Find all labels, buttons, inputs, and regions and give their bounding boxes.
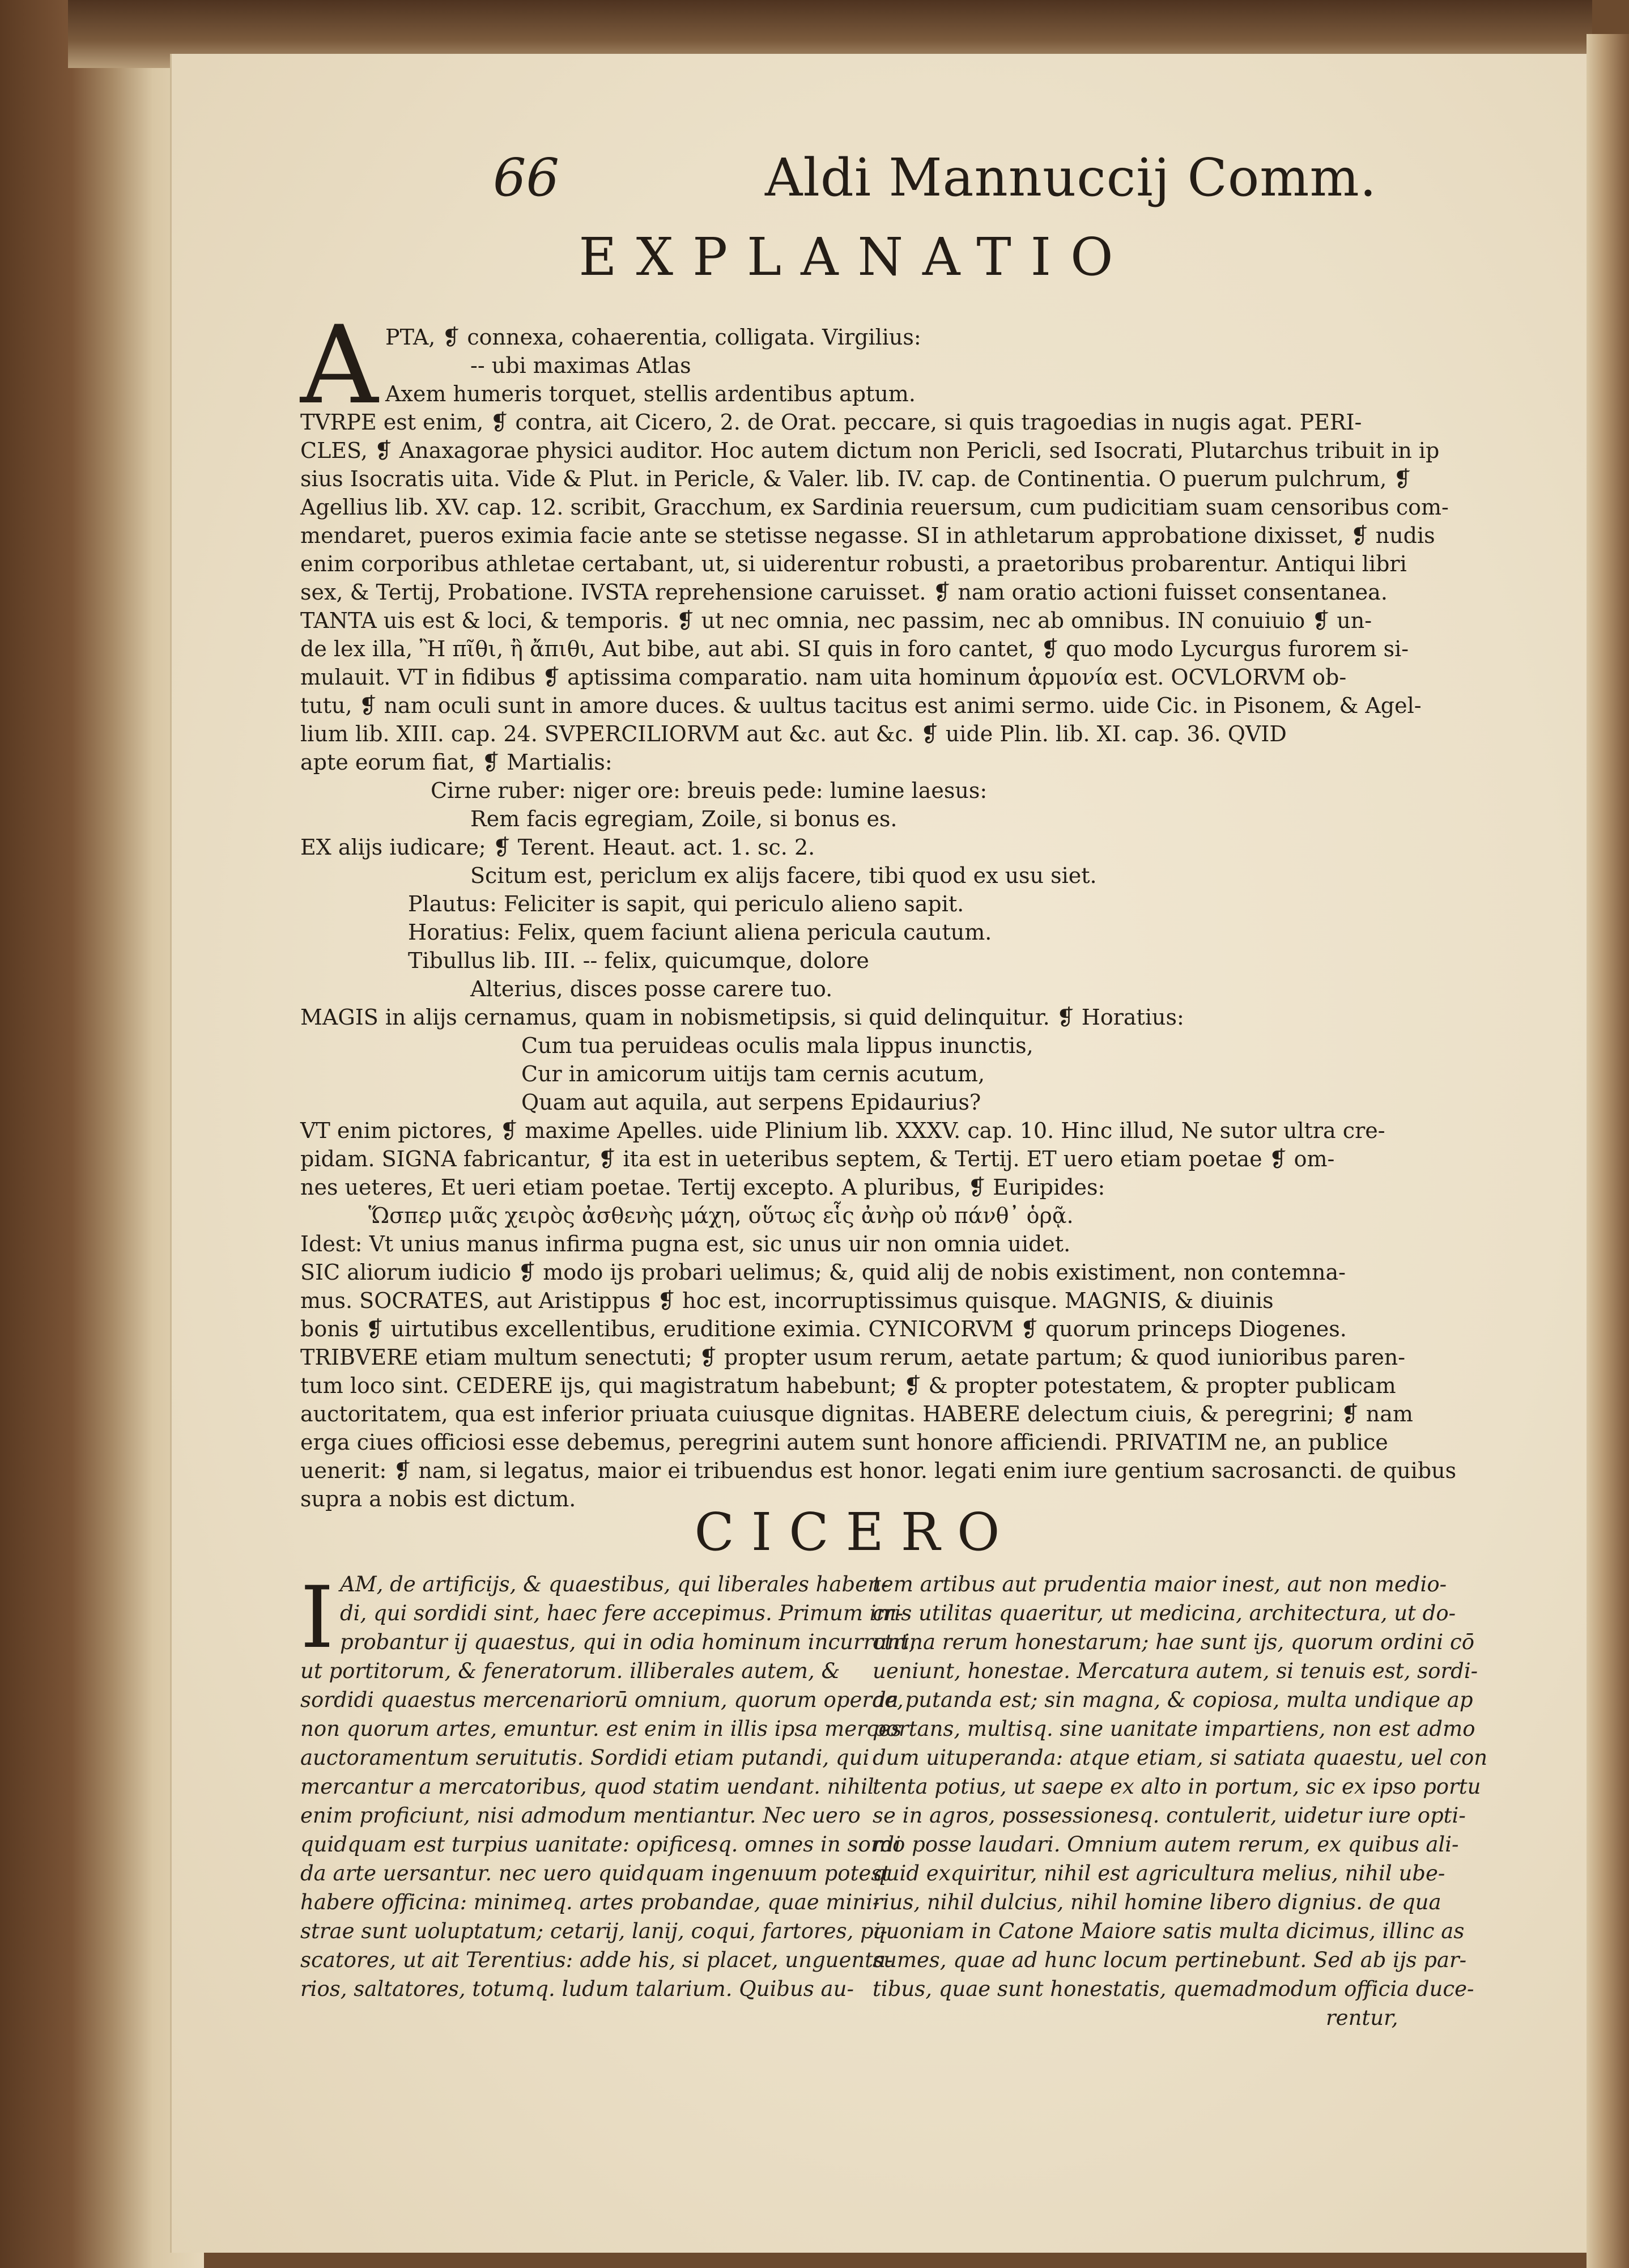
explanatio-heading: EXPLANATIO — [579, 227, 1133, 287]
text-line: quidquam est turpius uanitate: opificesq. omnes in sordi — [300, 1832, 901, 1857]
text-line: da putanda est; sin magna, & copiosa, multa undique ap — [873, 1688, 1473, 1712]
text-line: Quam aut aquila, aut serpens Epidaurius? — [521, 1090, 981, 1115]
running-header — [300, 142, 1462, 215]
page-number: 66 — [493, 147, 560, 208]
text-line: scatores, ut ait Terentius: adde his, si placet, unguenta- — [300, 1948, 893, 1972]
text-line: Cur in amicorum uitijs tam cernis acutum, — [521, 1061, 985, 1086]
running-title: Aldi Mannuccij Comm. — [765, 147, 1377, 208]
text-line: da arte uersantur. nec uero quidquam ingenuum potest — [300, 1861, 891, 1885]
cicero-right-column — [873, 1570, 1488, 2032]
drop-cap-i: I — [300, 1569, 334, 1667]
text-line: Scitum est, periclum ex alijs facere, tibi quod ex usu siet. — [470, 863, 1097, 888]
text-line: Horatius: Felix, quem faciunt aliena pericula cautum. — [408, 920, 992, 945]
text-line: AM, de artificijs, & quaestibus, qui liberales haben- — [340, 1572, 888, 1596]
cicero-left-column — [300, 1570, 916, 2003]
text-line: ueniunt, honestae. Mercatura autem, si tenuis est, sordi- — [873, 1659, 1478, 1683]
text-line: mo posse laudari. Omnium autem rerum, ex quibus ali- — [873, 1832, 1459, 1857]
text-line: se in agros, possessionesq. contulerit, uidetur iure opti- — [873, 1803, 1466, 1828]
text-line: Alterius, disces posse carere tuo. — [470, 976, 833, 1001]
text-line: sumes, quae ad hunc locum pertinebunt. Sed ab ijs par- — [873, 1948, 1467, 1972]
text-line: mus. SOCRATES, aut Aristippus ❡ hoc est, incorruptissimus quisque. MAGNIS, & diuinis — [300, 1288, 1274, 1313]
text-line: di, qui sordidi sint, haec fere accepimus. Primum im- — [340, 1601, 904, 1625]
text-line: bonis ❡ uirtutibus excellentibus, eruditione eximia. CYNICORVM ❡ quorum princeps Diogenes. — [300, 1316, 1347, 1341]
text-line: TRIBVERE etiam multum senectuti; ❡ propter usum rerum, aetate partum; & quod iunioribus paren- — [300, 1345, 1406, 1370]
text-line: tenta potius, ut saepe ex alto in portum, sic ex ipso portu — [873, 1774, 1481, 1799]
text-line: SIC aliorum iudicio ❡ modo ijs probari uelimus; &, quid alij de nobis existiment, non contemna- — [300, 1260, 1346, 1285]
text-line: CLES, ❡ Anaxagorae physici auditor. Hoc autem dictum non Pericli, sed Isocrati, Plutarchus tribuit in ip — [300, 438, 1440, 463]
text-line: dum uituperanda: atque etiam, si satiata quaestu, uel con — [873, 1745, 1488, 1770]
text-line: erga ciues officiosi esse debemus, peregrini autem sunt honore afficiendi. PRIVATIM ne, an publice — [300, 1430, 1388, 1455]
text-line: sius Isocratis uita. Vide & Plut. in Pericle, & Valer. lib. IV. cap. de Continentia. O puerum pulchrum, ❡ — [300, 466, 1412, 491]
text-line: ut portitorum, & feneratorum. illiberales autem, & — [300, 1659, 840, 1683]
text-line: Agellius lib. XV. cap. 12. scribit, Gracchum, ex Sardinia reuersum, cum pudicitiam suam censoribus com- — [300, 495, 1449, 520]
text-line: sordidi quaestus mercenariorū omnium, quorum operae, — [300, 1688, 904, 1712]
text-line: Plautus: Feliciter is sapit, qui periculo alieno sapit. — [408, 891, 964, 916]
text-line: uenerit: ❡ nam, si legatus, maior ei tribuendus est honor. legati enim iure gentium sacrosancti. de quibus — [300, 1458, 1457, 1483]
text-line: portans, multisq. sine uanitate impartiens, non est admo — [873, 1717, 1475, 1741]
text-line: VT enim pictores, ❡ maxime Apelles. uide Plinium lib. XXXV. cap. 10. Hinc illud, Ne sutor ultra cre- — [300, 1118, 1385, 1143]
text-line: mercantur a mercatoribus, quod statim uendant. nihil — [300, 1774, 874, 1799]
text-line: tutu, ❡ nam oculi sunt in amore duces. & uultus tacitus est animi sermo. uide Cic. in Pisonem, & Agel- — [300, 693, 1422, 718]
text-line: tibus, quae sunt honestatis, quemadmodum officia duce- — [873, 1977, 1474, 2001]
text-line: Rem facis egregiam, Zoile, si bonus es. — [470, 806, 898, 831]
text-line: sex, & Tertij, Probatione. IVSTA reprehensione caruisset. ❡ nam oratio actioni fuisset consentanea. — [300, 580, 1388, 605]
text-line: ctrina rerum honestarum; hae sunt ijs, quorum ordini cō — [873, 1630, 1474, 1654]
text-line: probantur ij quaestus, qui in odia hominum incurrunt, — [340, 1630, 916, 1654]
text-line: de lex illa, Ἢ πῖθι, ἢ ἄπιθι, Aut bibe, aut abi. SI quis in foro cantet, ❡ quo modo Lycurgus furorem si- — [300, 636, 1409, 661]
text-line: habere officina: minimeq. artes probandae, quae mini- — [300, 1890, 880, 1914]
text-line: mulauit. VT in fidibus ❡ aptissima comparatio. nam uita hominum ἁρμονία est. OCVLORVM ob- — [300, 665, 1347, 690]
text-line: MAGIS in alijs cernamus, quam in nobismetipsis, si quid delinquitur. ❡ Horatius: — [300, 1005, 1184, 1030]
text-line: auctoramentum seruitutis. Sordidi etiam putandi, qui — [300, 1745, 870, 1770]
text-line: apte eorum fiat, ❡ Martialis: — [300, 750, 613, 775]
text-line: nes ueteres, Et ueri etiam poetae. Tertij excepto. A pluribus, ❡ Euripides: — [300, 1175, 1105, 1200]
text-line: EX alijs iudicare; ❡ Terent. Heaut. act. 1. sc. 2. — [300, 835, 815, 860]
page-content — [300, 142, 1488, 2210]
text-line: strae sunt uoluptatum; cetarij, lanij, coqui, fartores, pi- — [300, 1919, 888, 1943]
text-line: Idest: Vt unius manus infirma pugna est, sic unus uir non omnia uidet. — [300, 1231, 1071, 1256]
text-line: TANTA uis est & loci, & temporis. ❡ ut nec omnia, nec passim, nec ab omnibus. IN conuiuio ❡ un- — [300, 608, 1372, 633]
text-line: Cum tua peruideas oculis mala lippus inunctis, — [521, 1033, 1033, 1058]
text-line: Cirne ruber: niger ore: breuis pede: lumine laesus: — [431, 778, 988, 803]
text-line: -- ubi maximas Atlas — [470, 353, 691, 378]
text-line: mendaret, pueros eximia facie ante se stetisse negasse. SI in athletarum approbatione dixisset, ❡ nudis — [300, 523, 1435, 548]
explanatio-text — [300, 303, 1457, 1513]
drop-cap-a: A — [300, 303, 378, 428]
explanatio-lines — [300, 323, 1457, 1513]
text-line: enim proficiunt, nisi admodum mentiantur. Nec uero — [300, 1803, 861, 1828]
facing-page-edge — [1587, 34, 1629, 2268]
text-line: Axem humeris torquet, stellis ardentibus aptum. — [385, 381, 916, 406]
text-line: rios, saltatores, totumq. ludum talarium. Quibus au- — [300, 1977, 854, 2001]
text-line: quoniam in Catone Maiore satis multa dicimus, illinc as — [873, 1919, 1465, 1943]
text-line: cris utilitas quaeritur, ut medicina, architectura, ut do- — [873, 1601, 1456, 1625]
text-line: pidam. SIGNA fabricantur, ❡ ita est in ueteribus septem, & Tertij. ET uero etiam poetae ❡ om- — [300, 1146, 1335, 1171]
text-line: TVRPE est enim, ❡ contra, ait Cicero, 2. de Orat. peccare, si quis tragoedias in nugis agat. PERI- — [300, 410, 1362, 435]
text-line: non quorum artes, emuntur. est enim in illis ipsa merces — [300, 1717, 902, 1741]
text-line: Ὥσπερ μιᾶς χειρὸς ἀσθενὴς μάχη, οὕτως εἷς ἀνὴρ οὐ πάνθ᾽ ὁρᾷ. — [368, 1203, 1074, 1228]
text-line: PTA, ❡ connexa, cohaerentia, colligata. Virgilius: — [385, 325, 921, 350]
text-line: rius, nihil dulcius, nihil homine libero dignius. de qua — [873, 1890, 1441, 1914]
text-line: tem artibus aut prudentia maior inest, aut non medio- — [873, 1572, 1447, 1596]
text-line: rentur, — [1326, 2006, 1398, 2030]
text-line: Tibullus lib. III. -- felix, quicumque, dolore — [408, 948, 869, 973]
text-line: tum loco sint. CEDERE ijs, qui magistratum habebunt; ❡ & propter potestatem, & propter publicam — [300, 1373, 1396, 1398]
text-line: quid exquiritur, nihil est agricultura melius, nihil ube- — [873, 1861, 1445, 1885]
text-line: lium lib. XIII. cap. 24. SVPERCILIORVM aut &c. aut &c. ❡ uide Plin. lib. XI. cap. 36. QVID — [300, 721, 1287, 746]
cicero-heading: CICERO — [694, 1502, 1017, 1562]
text-line: enim corporibus athletae certabant, ut, si uiderentur robusti, a praetoribus probarentur. Antiqui libri — [300, 551, 1407, 576]
text-line: auctoritatem, qua est inferior priuata cuiusque dignitas. HABERE delectum ciuis, & peregrini; ❡ nam — [300, 1401, 1413, 1426]
text-line: supra a nobis est dictum. — [300, 1486, 576, 1511]
